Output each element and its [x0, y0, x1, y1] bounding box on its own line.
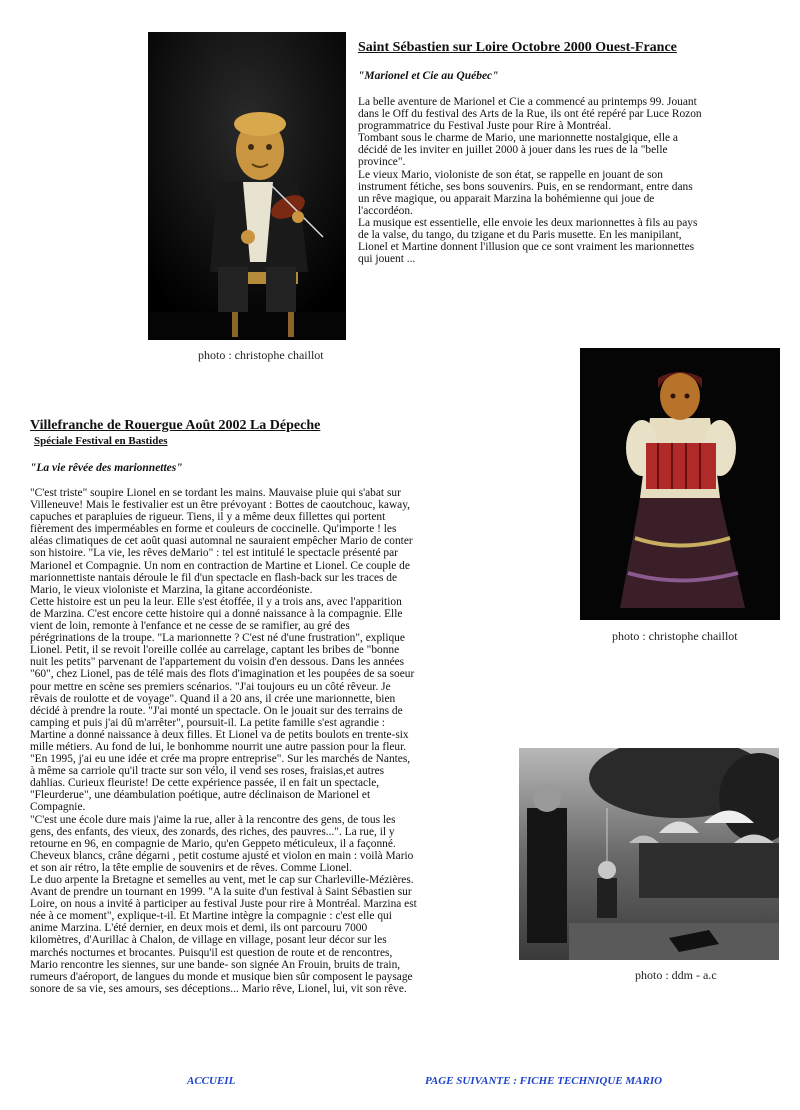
article2-subhead: Spéciale Festival en Bastides: [34, 435, 168, 447]
article2-body: "C'est triste" soupire Lionel en se tordant les mains. Mauvaise pluie qui s'abat sur Villeneuve! Mais le festivalier est un être prévoyant : Bottes de caoutchouc, kaway, capuches et parapluies de rigueur. Tiens, il y a même deux fillettes qui portent fièrement des imperméables en forme et couleurs de coccinelle. Qu'importe ! les aléas climatiques de cet août quasi automnal ne sauraient empêcher Mario de conter son histoire. "La vie, les rêves deMario" : tel est intitulé le spectacle présenté par Marionel et Compagnie. Un nom en contraction de Martine et Lionel. Ce couple de marionnettiste nantais déroule le fil d'un spectacle en flash-back sur les traces de Mario, le vieux violoniste et Marzina, la gitane accordéoniste. Cette histoire est un peu la leur. Elle s'est étoffée, il y a trois ans, avec l'apparition de Marzina. C'est encore cette histoire qui a donné naissance à la compagnie. Elle vient de loin, remonte à l'enfance et ne cesse de se ramifier, au gré des pérégrinations de la troupe. "La marionnette ? C'est né d'une frustration", explique Lionel. Petit, il se revoit l'oreille collée au carrelage, captant les bribes de "bonne nuit les petits" parvenant de l'appartement du voisin d'en dessous. Dans les années "60", chez Lionel, pas de télé mais des flots d'imagination et les poupées de sa soeur pour mettre en scène ses premiers scénarios. "J'ai toujours eu un côté rêveur. Je rêvais de roulotte et de voyage". Quand il a 20 ans, il crée une marionnette, bien décidé à prendre la route. "J'ai monté un spectacle. On le jouait sur des terrains de camping et puis j'ai dû m'arrêter", poursuit-il. La petite famille s'est agrandie : Martine a donné naissance à deux filles. Et Lionel va de petits boulots en trente-six mille métiers. Au fond de lui, le bonhomme nourrit une autre passion pour la fleur. "En 1995, j'ai eu une idée et crée ma propre entreprise". Sur les marchés de Nantes, à même sa carriole qu'il tracte sur son vélo, il vend ses roses, fraisias,et autres dahlias. Curieux fleuriste! De cette expérience passée, il en fait un spectacle, "Fleurderue", une déambulation poétique, autre déclinaison de Marionel et Compagnie. "C'est une école dure mais j'aime la rue, aller à la rencontre des gens, de tous les gens, des enfants, des vieux, des zonards, des riches, des pauvres...". La rue, il y retourne en 96, en compagnie de Mario, qu'en Geppeto méticuleux, il a façonné. Cheveux blancs, crâne dégarni , petit costume ajusté et violon en main : voilà Mario et son air rétro, la tête emplie de souvenirs et de rêves. Comme Lionel. Le duo arpente la Bretagne et semelles au vent, met le cap sur Charleville-Mézières. Avant de prendre un tournant en 1999. "A la suite d'un festival à Saint Sébastien sur Loire, on nous a invité à participer au festival Juste pour rire à Montréal. Marzina est née à ce moment", explique-t-il. Et Martine intègre la compagnie : c'est elle qui anime Marzina. L'été dernier, en deux mois et demi, ils ont parcouru 7000 kilomètres, d'Aurillac à Chalon, de village en village, posant leur décor sur les marchés nocturnes et brocantes. Puisqu'il est question de route et de rencontres, Mario rencontre les siennes, sur une bande- son signée An Frouin, bruits de train, rumeurs d'aéroport, de langues du monde et musique bien sûr composent le paysage sonore de sa vie, ses amours, ses déceptions... Mario rêve, Lionel, lui, vit son rêve.: [30, 487, 417, 995]
photo-caption: photo : ddm - a.c: [635, 968, 717, 982]
article2-subtitle: "La vie rêvée des marionnettes": [30, 462, 183, 474]
accueil-link[interactable]: ACCUEIL: [187, 1075, 236, 1087]
photo-caption: photo : christophe chaillot: [198, 348, 324, 362]
photo-marzina-accordionist: [580, 348, 780, 620]
article1-body: La belle aventure de Marionel et Cie a commencé au printemps 99. Jouant dans le Off du festival des Arts de la Rue, ils ont été repéré par Luce Rozon programmatrice du Festival Juste pour Rire à Montréal. Tombant sous le charme de Mario, une marionnette nostalgique, elle a décidé de les inviter en juillet 2000 à jouer dans les rues de la "belle province". Le vieux Mario, violoniste de son état, se rappelle en jouant de son instrument fétiche, ses bons souvenirs. Puis, en se rendormant, entre dans un rêve magique, ou apparait Marzina la bohémienne qui joue de l'accordéon. La musique est essentielle, elle envoie les deux marionnettes à fils au pays de la valse, du tango, du tzigane et du Paris musette. En les manipilant, Lionel et Martine donnent l'illusion que ce sont vraiment les marionnettes qui jouent ...: [358, 96, 702, 266]
photo-street-performance: [519, 748, 779, 960]
article1-headline: Saint Sébastien sur Loire Octobre 2000 Ouest-France: [358, 40, 677, 55]
article1-subtitle: "Marionel et Cie au Québec": [358, 70, 499, 82]
next-page-link[interactable]: PAGE SUIVANTE : FICHE TECHNIQUE MARIO: [425, 1075, 663, 1087]
article2-headline: Villefranche de Rouergue Août 2002 La Dépeche: [30, 418, 321, 433]
photo-mario-violinist: [148, 32, 346, 340]
photo-caption: photo : christophe chaillot: [612, 629, 738, 643]
